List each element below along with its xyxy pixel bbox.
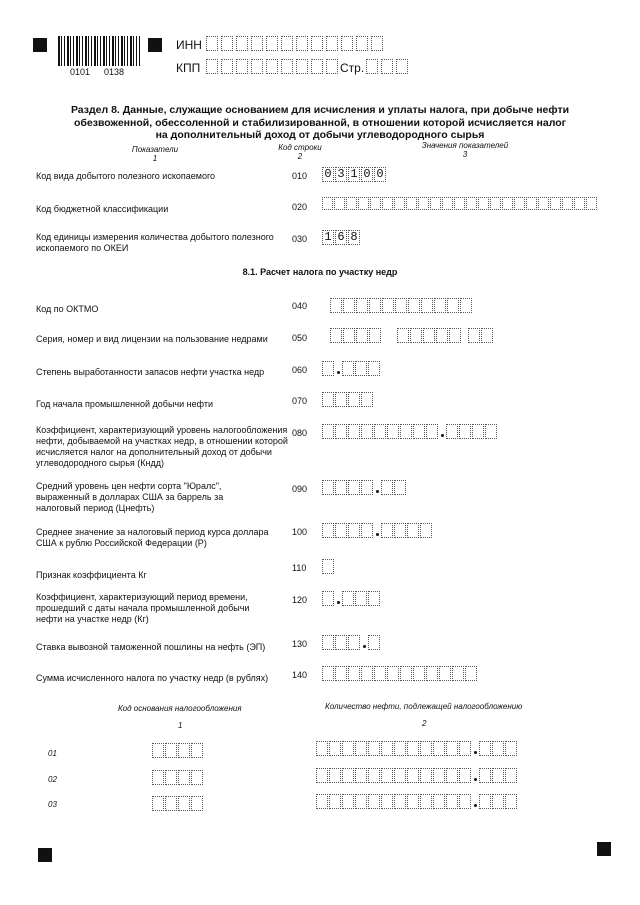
barcode	[58, 36, 140, 66]
row-label-100: Среднее значение за налоговый период курса доллара США к рублю Российской Федерации (Р)	[36, 527, 269, 548]
kpp-field[interactable]	[206, 59, 338, 74]
row-code-040: 040	[292, 301, 308, 311]
table-header-oil-quantity: Количество нефти, подлежащей налогообложению	[325, 702, 523, 711]
page-number-field[interactable]	[366, 59, 408, 74]
column-header-values: Значения показателей 3	[421, 141, 509, 159]
field-060[interactable]	[322, 361, 380, 376]
corner-marker-top-left	[33, 38, 47, 52]
table-row-03-quantity[interactable]	[316, 794, 517, 809]
table-header-oil-quantity-num: 2	[422, 719, 427, 728]
row-label-110: Признак коэффициента Кг	[36, 570, 147, 580]
row-code-050: 050	[292, 333, 308, 343]
row-label-010: Код вида добытого полезного ископаемого	[36, 171, 216, 181]
row-label-050: Серия, номер и вид лицензии на пользование недрами	[36, 334, 268, 344]
corner-marker-bottom-right	[597, 842, 611, 856]
row-code-130: 130	[292, 639, 308, 649]
row-code-070: 070	[292, 396, 308, 406]
barcode-number-right: 0138	[104, 67, 125, 77]
field-020[interactable]	[322, 197, 597, 210]
field-080[interactable]	[322, 424, 497, 439]
field-070[interactable]	[322, 392, 373, 407]
table-row-02-quantity[interactable]	[316, 768, 517, 783]
table-header-tax-base-code-num: 1	[178, 721, 183, 730]
row-label-020: Код бюджетной классификации	[36, 204, 169, 214]
field-130[interactable]	[322, 635, 380, 650]
row-code-110: 110	[292, 563, 307, 573]
row-label-030: Код единицы измерения количества добытого полезного ископаемого по ОКЕИ	[36, 232, 274, 253]
kpp-label: КПП	[176, 61, 201, 75]
row-code-030: 030	[292, 234, 308, 244]
corner-marker-bottom-left	[38, 848, 52, 862]
section-title: Раздел 8. Данные, служащие основанием для исчисления и уплаты налога, при добыче нефти обезвоженной, обессоленной и стабилизированной, в отношении которой исчисляется налог на дополнительный доход от добычи углеводородного сырья	[70, 104, 570, 141]
field-040[interactable]	[330, 298, 472, 313]
row-label-120: Коэффициент, характеризующий период времени, прошедший с даты начала промышленной добычи нефти на участке недр (Кг)	[36, 592, 250, 624]
page-label: Стр.	[340, 61, 365, 75]
table-row-number: 01	[48, 749, 57, 758]
table-row-02-code[interactable]	[152, 770, 203, 785]
column-header-line-code: Код строки 2	[278, 143, 322, 161]
field-110[interactable]	[322, 559, 334, 574]
row-label-140: Сумма исчисленного налога по участку недр (в рублях)	[36, 673, 269, 683]
column-header-indicators: Показатели 1	[131, 145, 179, 163]
field-010[interactable]: 0 3 1 0 0	[322, 167, 386, 182]
row-label-070: Год начала промышленной добычи нефти	[36, 399, 213, 409]
field-050-number[interactable]	[397, 328, 461, 343]
field-100[interactable]	[322, 523, 432, 538]
table-row-01-quantity[interactable]	[316, 741, 517, 756]
field-030[interactable]: 1 6 8	[322, 230, 360, 245]
row-label-090: Средний уровень цен нефти сорта "Юралс", выраженный в долларах США за баррель за налоговый период (Цнефть)	[36, 481, 224, 513]
row-label-130: Ставка вывозной таможенной пошлины на нефть (ЭП)	[36, 642, 266, 652]
inn-label: ИНН	[176, 38, 202, 52]
field-050-type[interactable]	[468, 328, 493, 343]
table-row-03-code[interactable]	[152, 796, 203, 811]
row-label-040: Код по ОКТМО	[36, 304, 99, 314]
table-row-number: 02	[48, 775, 57, 784]
row-code-010: 010	[292, 171, 308, 181]
field-140[interactable]	[322, 666, 477, 681]
corner-marker-top-mid	[148, 38, 162, 52]
barcode-number-left: 0101	[70, 67, 91, 77]
row-label-080: Коэффициент, характеризующий уровень налогообложения нефти, добываемой на участках недр, в отношении которой исчисляется налог на дополнительный доход от добычи углеводородного сырья (Кндд)	[36, 425, 288, 468]
row-code-090: 090	[292, 484, 308, 494]
table-row-number: 03	[48, 800, 57, 809]
subsection-title: 8.1. Расчет налога по участку недр	[242, 267, 398, 277]
field-050-series[interactable]	[330, 328, 381, 343]
row-code-120: 120	[292, 595, 308, 605]
row-code-020: 020	[292, 202, 308, 212]
inn-field[interactable]	[206, 36, 383, 51]
field-120[interactable]	[322, 591, 380, 606]
table-header-tax-base-code: Код основания налогообложения	[118, 704, 242, 713]
row-code-100: 100	[292, 527, 308, 537]
row-code-080: 080	[292, 428, 308, 438]
field-090[interactable]	[322, 480, 406, 495]
row-label-060: Степень выработанности запасов нефти участка недр	[36, 367, 265, 377]
row-code-140: 140	[292, 670, 308, 680]
table-row-01-code[interactable]	[152, 743, 203, 758]
row-code-060: 060	[292, 365, 308, 375]
